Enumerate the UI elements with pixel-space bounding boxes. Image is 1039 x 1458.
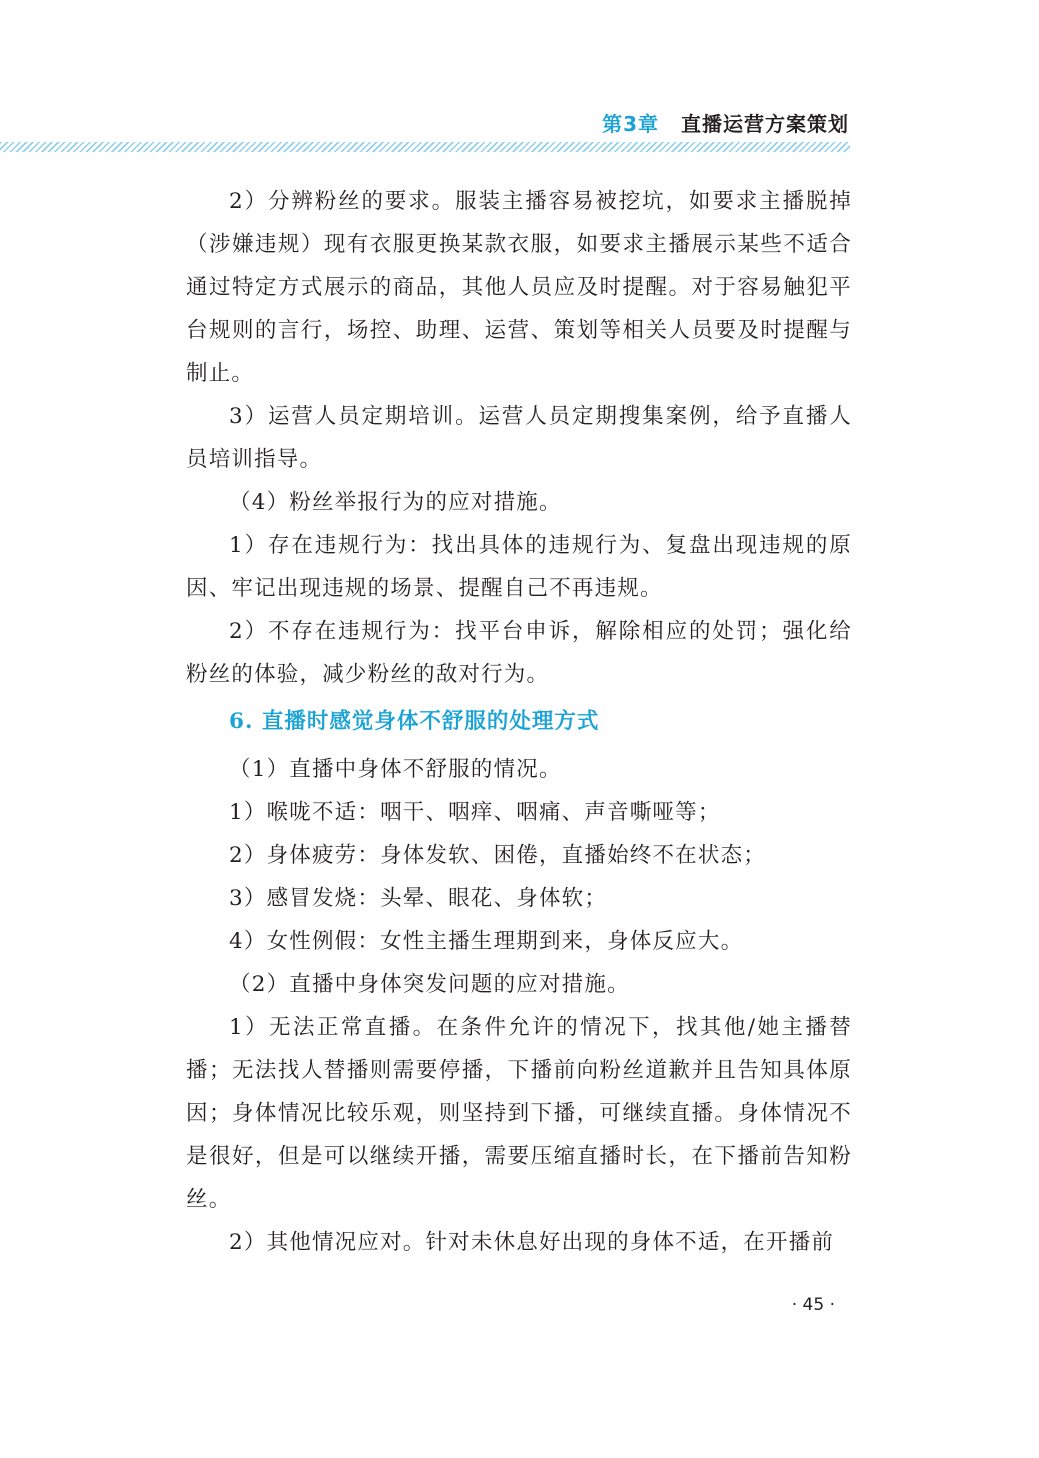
list-item-fatigue: 2）身体疲劳：身体发软、困倦，直播始终不在状态； <box>229 843 766 868</box>
paragraph-other-cases: 2）其他情况应对。针对未休息好出现的身体不适，在开播前 <box>229 1230 835 1255</box>
list-item-throat: 1）喉咙不适：咽干、咽痒、咽痛、声音嘶哑等； <box>229 800 721 825</box>
paragraph-violation-exists: 1）存在违规行为：找出具体的违规行为、复盘出现违规的原因、牢记出现违规的场景、提醒自己不再违规。 <box>186 533 852 601</box>
paragraph-cannot-stream: 1）无法正常直播。在条件允许的情况下，找其他/她主播替播；无法找人替播则需要停播，下播前向粉丝道歉并且告知具体原因；身体情况比较乐观，则坚持到下播，可继续直播。身体情况不是很好，但是可以继续开播，需要压缩直播时长，在下播前告知粉丝。 <box>186 1015 852 1212</box>
chapter-number: 第3章 <box>602 112 659 136</box>
running-header <box>602 108 849 137</box>
list-item-fever: 3）感冒发烧：头晕、眼花、身体软； <box>229 886 608 911</box>
paragraph-subheading-1: （1）直播中身体不舒服的情况。 <box>229 757 562 782</box>
page-body <box>186 180 852 1264</box>
paragraph-subheading-4: （4）粉丝举报行为的应对措施。 <box>229 490 562 515</box>
section-heading-6: 6. 直播时感觉身体不舒服的处理方式 <box>229 709 600 734</box>
paragraph-item-2-requirements: 2）分辨粉丝的要求。服装主播容易被挖坑，如要求主播脱掉（涉嫌违规）现有衣服更换某款衣服，如要求主播展示某些不适合通过特定方式展示的商品，其他人员应及时提醒。对于容易触犯平台规则的言行，场控、助理、运营、策划等相关人员要及时提醒与制止。 <box>186 189 852 386</box>
header-hatch-rule <box>0 142 850 152</box>
paragraph-item-3-training: 3）运营人员定期培训。运营人员定期搜集案例，给予直播人员培训指导。 <box>186 404 852 472</box>
list-item-period: 4）女性例假：女性主播生理期到来，身体反应大。 <box>229 929 744 954</box>
page-number: · 45 · <box>791 1295 835 1315</box>
chapter-title: 直播运营方案策划 <box>681 112 849 136</box>
paragraph-subheading-2: （2）直播中身体突发问题的应对措施。 <box>229 972 630 997</box>
paragraph-no-violation: 2）不存在违规行为：找平台申诉，解除相应的处罚；强化给粉丝的体验，减少粉丝的敌对行为。 <box>186 619 852 687</box>
